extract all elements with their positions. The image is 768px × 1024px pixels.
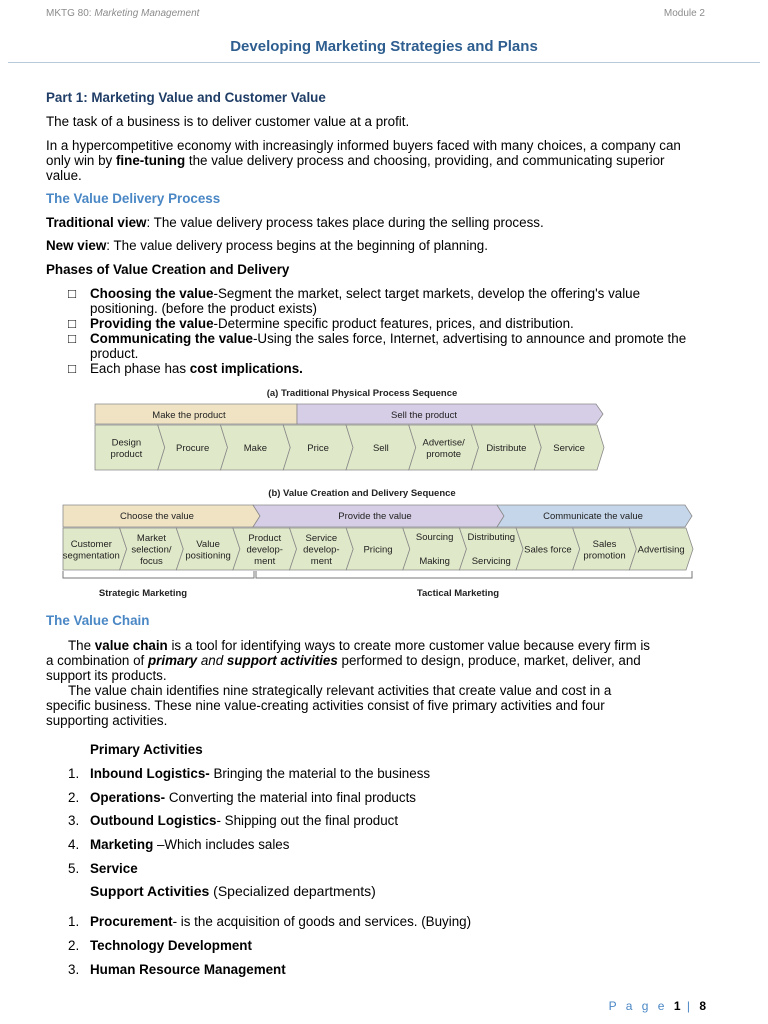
- value-step-label: Customer: [70, 538, 112, 550]
- intro-line: The task of a business is to deliver customer value at a profit.: [46, 114, 410, 129]
- value-step-label: selection/: [131, 544, 172, 556]
- strategic-marketing-label: Strategic Marketing: [98, 588, 188, 599]
- intro-line: In a hypercompetitive economy with increasingly informed buyers faced with many choices, a company can: [46, 138, 681, 153]
- page-footer: P a g e 1 | 8: [608, 999, 706, 1013]
- primary-activities-heading: Primary Activities: [90, 742, 203, 757]
- value-step-label: Making: [419, 556, 450, 567]
- diagram-b-title: (b) Value Creation and Delivery Sequence: [268, 488, 456, 499]
- primary-activity-item: Marketing –Which includes sales: [90, 837, 290, 852]
- tactical-bracket: [256, 571, 692, 578]
- tactical-marketing-label: Tactical Marketing: [416, 588, 500, 599]
- title-divider: [8, 62, 760, 63]
- intro-line: value.: [46, 168, 82, 183]
- value-step-label: Distributing: [467, 532, 516, 543]
- value-chain-para: The value chain identifies nine strategically relevant activities that create value and cost in a: [68, 683, 612, 698]
- traditional-step-label: promote: [426, 448, 462, 460]
- primary-activity-item: Outbound Logistics- Shipping out the final product: [90, 813, 399, 828]
- primary-activity-item: Inbound Logistics- Bringing the material to the business: [90, 766, 431, 781]
- value-chain-para: supporting activities.: [46, 713, 168, 728]
- list-number: 1.: [68, 766, 80, 781]
- value-step-label: develop-: [303, 544, 340, 556]
- traditional-step-label: Design: [111, 437, 142, 449]
- traditional-step-label: Advertise/: [422, 437, 465, 449]
- value-chain-heading: The Value Chain: [46, 613, 150, 628]
- value-step-label: Pricing: [363, 544, 393, 556]
- band-label: Make the product: [152, 410, 226, 421]
- bullet-item: Providing the value-Determine specific product features, prices, and distribution.: [90, 316, 574, 331]
- list-number: 5.: [68, 861, 80, 876]
- value-step-label: segmentation: [62, 550, 120, 562]
- list-number: 4.: [68, 837, 80, 852]
- traditional-step-label: Distribute: [486, 443, 527, 454]
- band-label: Sell the product: [390, 410, 458, 421]
- value-step-label: Sales: [592, 538, 617, 550]
- value-step-label: promotion: [583, 550, 626, 562]
- value-step-label: Advertising: [637, 544, 685, 556]
- list-number: 3.: [68, 813, 80, 828]
- value-step-label: Value: [196, 538, 220, 550]
- traditional-view: Traditional view: The value delivery process takes place during the selling process.: [46, 215, 544, 230]
- value-chain-para: a combination of primary and support activities performed to design, produce, market, deliver, and: [46, 653, 641, 668]
- traditional-step-label: Service: [553, 443, 585, 454]
- value-chain-para: specific business. These nine value-creating activities consist of five primary activities and four: [46, 698, 605, 713]
- bullet-item: Choosing the value-Segment the market, select target markets, develop the offering's value positioning. (before the product exists): [90, 286, 641, 316]
- intro-line: only win by fine-tuning the value delivery process and choosing, providing, and communicating superior: [46, 153, 665, 168]
- course-title: MKTG 80: Marketing Management: [46, 8, 200, 19]
- traditional-step-label: product: [110, 448, 143, 460]
- value-step-label: Servicing: [471, 556, 511, 567]
- traditional-step-label: Procure: [175, 443, 210, 454]
- traditional-step-label: Sell: [372, 443, 389, 454]
- value-step-label: ment: [310, 556, 332, 567]
- diagram-a-title: (a) Traditional Physical Process Sequence: [266, 388, 458, 399]
- phases-heading: Phases of Value Creation and Delivery: [46, 262, 290, 277]
- page-header: [46, 8, 705, 22]
- value-step-label: positioning: [185, 550, 231, 562]
- list-number: 1.: [68, 914, 80, 929]
- value-step-label: focus: [140, 556, 163, 567]
- value-step-label: Service: [305, 533, 338, 544]
- traditional-step-label: Make: [243, 443, 267, 454]
- value-step-label: Sourcing: [415, 532, 454, 543]
- page-title: Developing Marketing Strategies and Plans: [230, 38, 538, 55]
- list-number: 2.: [68, 790, 80, 805]
- value-step-label: Product: [248, 533, 282, 544]
- support-activities-heading: Support Activities (Specialized departments): [90, 883, 376, 899]
- value-step-label: ment: [254, 556, 276, 567]
- value-delivery-heading: The Value Delivery Process: [46, 191, 221, 206]
- strategic-bracket: [63, 571, 254, 578]
- support-activity-item: Procurement- is the acquisition of goods and services. (Buying): [90, 914, 472, 929]
- value-step-label: Sales force: [524, 544, 572, 556]
- value-step-label: Market: [136, 533, 166, 544]
- bullet-marker: □: [68, 361, 77, 376]
- value-chain-para: The value chain is a tool for identifying ways to create more customer value because every firm is: [68, 638, 651, 653]
- list-number: 3.: [68, 962, 80, 977]
- bullet-marker: □: [68, 316, 77, 331]
- support-activity-item: Technology Development: [90, 938, 252, 953]
- bullet-item: Each phase has cost implications.: [90, 361, 303, 376]
- value-chain-para: support its products.: [46, 668, 167, 683]
- value-step-label: develop-: [246, 544, 283, 556]
- traditional-step-label: Price: [307, 443, 329, 454]
- part1-heading: Part 1: Marketing Value and Customer Value: [46, 90, 326, 105]
- band-label: Communicate the value: [543, 511, 643, 522]
- bullet-marker: □: [68, 331, 77, 346]
- new-view: New view: The value delivery process begins at the beginning of planning.: [46, 238, 488, 253]
- support-activity-item: Human Resource Management: [90, 962, 286, 977]
- bullet-marker: □: [68, 286, 77, 301]
- band-label: Choose the value: [120, 511, 194, 522]
- module-label: Module 2: [663, 8, 705, 19]
- primary-activity-item: Service: [90, 861, 138, 876]
- value-delivery-diagram: [0, 380, 768, 602]
- band-label: Provide the value: [338, 511, 412, 522]
- list-number: 2.: [68, 938, 80, 953]
- bullet-item: Communicating the value-Using the sales force, Internet, advertising to announce and promote the product.: [90, 331, 687, 361]
- primary-activity-item: Operations- Converting the material into final products: [90, 790, 416, 805]
